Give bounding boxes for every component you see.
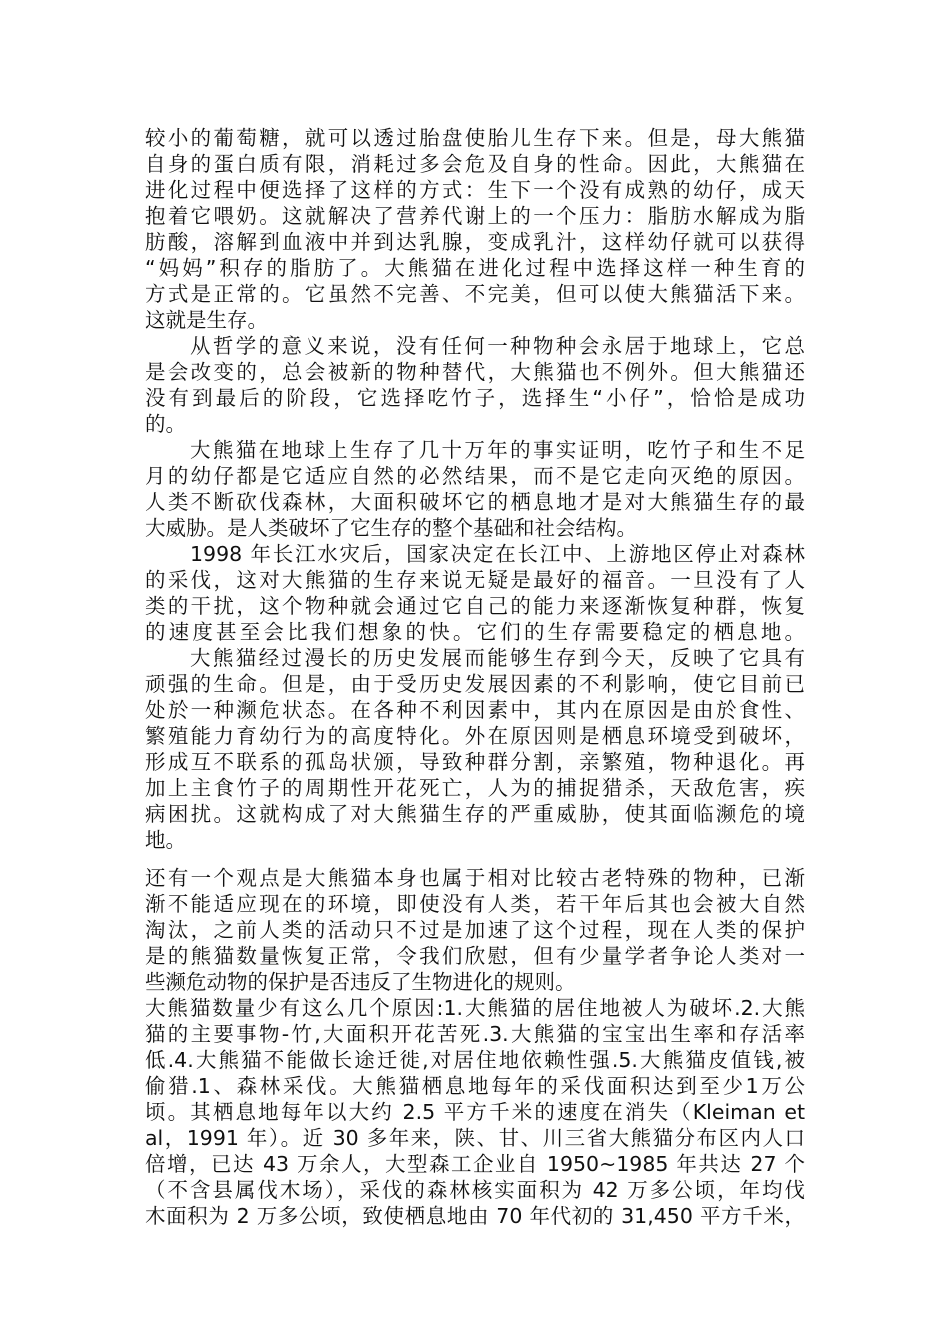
text-line: 偷猎.1、森林采伐。大熊猫栖息地每年的采伐面积达到至少1万公 [145, 1074, 805, 1098]
text-line: （不含县属伐木场），采伐的森林核实面积为 42 万多公顷，年均伐 [145, 1178, 805, 1202]
text-line: 的速度甚至会比我们想象的快。它们的生存需要稳定的栖息地。 [145, 620, 805, 644]
text-line: 病困扰。这就构成了对大熊猫生存的严重威胁，使其面临濒危的境 [145, 802, 805, 826]
text-line: 的采伐，这对大熊猫的生存来说无疑是最好的福音。一旦没有了人 [145, 568, 805, 592]
text-line: 处於一种濒危状态。在各种不利因素中，其内在原因是由於食性、 [145, 698, 805, 722]
text-line: 这就是生存。 [145, 308, 268, 332]
text-line: 抱着它喂奶。这就解决了营养代谢上的一个压力：脂肪水解成为脂 [145, 204, 805, 228]
text-line: 还有一个观点是大熊猫本身也属于相对比较古老特殊的物种，已渐 [145, 866, 805, 890]
text-line: 是会改变的，总会被新的物种替代，大熊猫也不例外。但大熊猫还 [145, 360, 805, 384]
text-line: 渐不能适应现在的环境，即使没有人类，若干年后其也会被大自然 [145, 892, 805, 916]
text-line: 进化过程中便选择了这样的方式：生下一个没有成熟的幼仔，成天 [145, 178, 805, 202]
text-line: 淘汰，之前人类的活动只不过是加速了这个过程，现在人类的保护 [145, 918, 805, 942]
text-line: 加上主食竹子的周期性开花死亡，人为的捕捉猎杀，天敌危害，疾 [145, 776, 805, 800]
text-line: 大熊猫数量少有这么几个原因:1.大熊猫的居住地被人为破坏.2.大熊 [145, 996, 805, 1020]
text-line: 大熊猫在地球上生存了几十万年的事实证明，吃竹子和生不足 [190, 438, 805, 462]
text-line: 的。 [145, 412, 186, 436]
text-line: 方式是正常的。它虽然不完善、不完美，但可以使大熊猫活下来。 [145, 282, 805, 306]
text-line: “妈妈”积存的脂肪了。大熊猫在进化过程中选择这样一种生育的 [145, 256, 805, 280]
text-line: 些濒危动物的保护是否违反了生物进化的规则。 [145, 970, 576, 994]
text-line: 1998 年长江水灾后，国家决定在长江中、上游地区停止对森林 [190, 542, 805, 566]
text-line: 从哲学的意义来说，没有任何一种物种会永居于地球上，它总 [190, 334, 805, 358]
text-line: 肪酸，溶解到血液中并到达乳腺，变成乳汁，这样幼仔就可以获得 [145, 230, 805, 254]
text-line: 木面积为 2 万多公顷，致使栖息地由 70 年代初的 31,450 平方千米， [145, 1204, 805, 1228]
text-line: 较小的葡萄糖，就可以透过胎盘使胎儿生存下来。但是，母大熊猫 [145, 126, 805, 150]
text-line: 顽强的生命。但是，由于受历史发展因素的不利影响，使它目前已 [145, 672, 805, 696]
text-line: 月的幼仔都是它适应自然的必然结果，而不是它走向灭绝的原因。 [145, 464, 805, 488]
text-line: 人类不断砍伐森林，大面积破坏它的栖息地才是对大熊猫生存的最 [145, 490, 805, 514]
text-line: 猫的主要事物-竹,大面积开花苦死.3.大熊猫的宝宝出生率和存活率 [145, 1022, 805, 1046]
text-line: 没有到最后的阶段，它选择吃竹子，选择生“小仔”，恰恰是成功 [145, 386, 805, 410]
text-line: 地。 [145, 828, 186, 852]
text-line: 形成互不联系的孤岛状颁，导致种群分割，亲繁殖，物种退化。再 [145, 750, 805, 774]
text-line: 自身的蛋白质有限，消耗过多会危及自身的性命。因此，大熊猫在 [145, 152, 805, 176]
text-line: 类的干扰，这个物种就会通过它自己的能力来逐渐恢复种群，恢复 [145, 594, 805, 618]
text-line: al，1991 年）。近 30 多年来，陕、甘、川三省大熊猫分布区内人口 [145, 1126, 805, 1150]
text-line: 大熊猫经过漫长的历史发展而能够生存到今天，反映了它具有 [190, 646, 805, 670]
text-line: 倍增，已达 43 万余人，大型森工企业自 1950~1985 年共达 27 个 [145, 1152, 805, 1176]
text-line: 低.4.大熊猫不能做长途迁徙,对居住地依赖性强.5.大熊猫皮值钱,被 [145, 1048, 805, 1072]
text-line: 是的熊猫数量恢复正常，令我们欣慰，但有少量学者争论人类对一 [145, 944, 805, 968]
text-line: 大威胁。是人类破坏了它生存的整个基础和社会结构。 [145, 516, 637, 540]
text-line: 繁殖能力育幼行为的高度特化。外在原因则是栖息环境受到破坏， [145, 724, 805, 748]
text-line: 顷。其栖息地每年以大约 2.5 平方千米的速度在消失（Kleiman et [145, 1100, 805, 1124]
